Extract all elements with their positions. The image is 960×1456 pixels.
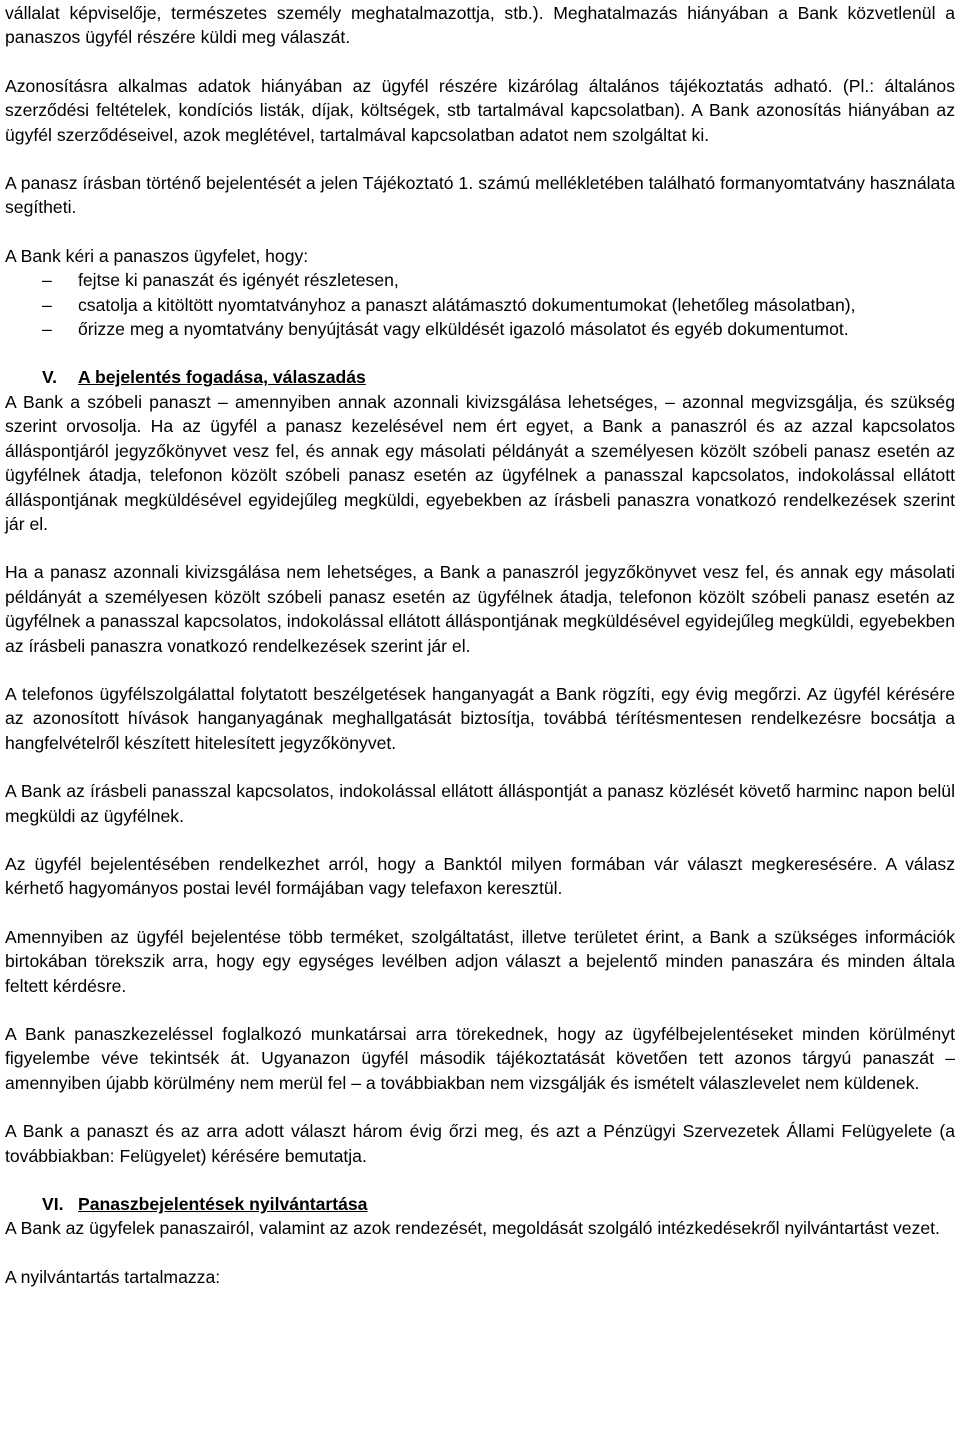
list-item bbox=[5, 293, 955, 317]
section-title: Panaszbejelentések nyilvántartása bbox=[78, 1194, 368, 1215]
paragraph-bank-request: A Bank kéri a panaszos ügyfelet, hogy: bbox=[5, 245, 309, 266]
section-number: V. bbox=[42, 367, 58, 388]
paragraph-phone-recording: A telefonos ügyfélszolgálattal folytatott beszélgetések hanganyagát a Bank rögzíti, egy évig megőrzi. Az ügyfél kérésére az azonosított hívások hanganyagának meghallgatását biztosítja, továbbá térítésmentesen rendelkezésre bocsátja a hangfelvételről készített hitelesített jegyzőkönyvet. bbox=[5, 683, 955, 753]
dash-bullet: – bbox=[42, 294, 52, 315]
document-page bbox=[5, 0, 955, 1289]
section-heading-v bbox=[5, 365, 955, 389]
paragraph-written-complaint: A panasz írásban történő bejelentését a jelen Tájékoztató 1. számú mellékletében található formanyomtatvány használata segítheti. bbox=[5, 173, 955, 218]
paragraph-identification: Azonosításra alkalmas adatok hiányában az ügyfél részére kizárólag általános tájékoztatás adható. (Pl.: általános szerződési feltételek, kondíciós listák, díjak, költségek, stb tartalmával kapcsolatban). A Bank azonosítás hiányában az ügyfél szerződéseivel, azok meglétével, tartalmával kapcsolatban adatot nem szolgáltat ki. bbox=[5, 75, 955, 145]
paragraph-retention: A Bank a panaszt és az arra adott választ három évig őrzi meg, és azt a Pénzügyi Szervezetek Állami Felügyelete (a továbbiakban: Felügyelet) kérésére bemutatja. bbox=[5, 1121, 955, 1166]
dash-bullet: – bbox=[42, 270, 52, 291]
paragraph-register: A Bank az ügyfelek panaszairól, valamint az azok rendezését, megoldását szolgáló intézkedésekről nyilvántartást vezet. bbox=[5, 1218, 940, 1239]
dash-bullet: – bbox=[42, 319, 52, 340]
paragraph-multiple-products: Amennyiben az ügyfél bejelentése több terméket, szolgáltatást, illetve területet érint, a Bank a szükséges információk birtokában törekszik arra, hogy egy egységes levélben adjon választ a bejelentő minden panaszára és minden általa feltett kérdésre. bbox=[5, 926, 955, 996]
paragraph-authorization: vállalat képviselője, természetes személy meghatalmazottja, stb.). Meghatalmazás hiányában a Bank közvetlenül a panaszos ügyfél részére küldi meg válaszát. bbox=[5, 3, 955, 48]
paragraph-oral-complaint: A Bank a szóbeli panaszt – amennyiben annak azonnali kivizsgálása lehetséges, – azonnal megvizsgálja, és szükség szerint orvosolja. Ha az ügyfél a panasz kezelésével nem ért egyet, a Bank a panaszról és az azzal kapcsolatos álláspontjáról jegyzőkönyvet vesz fel, és annak egy másolati példányát a személyesen közölt szóbeli panasz esetén az ügyfélnek átadja, telefonon közölt szóbeli panasz esetén az ügyfélnek a panasszal kapcsolatos, indokolással ellátott álláspontjának megküldésével egyidejűleg megküldi, egyebekben az írásbeli panaszra vonatkozó rendelkezések szerint jár el. bbox=[5, 391, 955, 534]
section-number: VI. bbox=[42, 1194, 64, 1215]
paragraph-register-contents: A nyilvántartás tartalmazza: bbox=[5, 1266, 221, 1287]
request-list bbox=[5, 268, 955, 341]
list-item-text: fejtse ki panaszát és igényét részletesen, bbox=[78, 270, 399, 291]
list-item bbox=[5, 268, 955, 292]
list-item-text: csatolja a kitöltött nyomtatványhoz a panaszt alátámasztó dokumentumokat (lehetőleg másolatban), bbox=[78, 294, 856, 315]
paragraph-staff-review: A Bank panaszkezeléssel foglalkozó munkatársai arra törekednek, hogy az ügyfélbejelentéseket minden körülményt figyelembe véve tekintsék át. Ugyanazon ügyfél második tájékoztatását követően tett azonos tárgyú panaszát – amennyiben újabb körülmény nem merül fel – a továbbiakban nem vizsgálják és ismételt válaszlevelet nem küldenek. bbox=[5, 1024, 955, 1093]
list-item bbox=[5, 317, 955, 341]
paragraph-thirty-days: A Bank az írásbeli panasszal kapcsolatos, indokolással ellátott álláspontját a panasz közlését követő harminc napon belül megküldi az ügyfélnek. bbox=[5, 781, 955, 826]
list-item-text: őrizze meg a nyomtatvány benyújtását vagy elküldését igazoló másolatot és egyéb dokumentumot. bbox=[78, 319, 849, 340]
section-title: A bejelentés fogadása, válaszadás bbox=[78, 367, 366, 388]
section-heading-vi bbox=[5, 1192, 955, 1216]
paragraph-not-immediate: Ha a panasz azonnali kivizsgálása nem lehetséges, a Bank a panaszról jegyzőkönyvet vesz fel, és annak egy másolati példányát a személyesen közölt szóbeli panasz esetén az ügyfélnek átadja, telefonon közölt szóbeli panasz esetén az ügyfélnek a panasszal kapcsolatos, indokolással ellátott álláspontjának megküldésével egyidejűleg megküldi, egyebekben az írásbeli panaszra vonatkozó rendelkezések szerint jár el. bbox=[5, 562, 955, 656]
paragraph-reply-form: Az ügyfél bejelentésében rendelkezhet arról, hogy a Banktól milyen formában vár választ megkeresésére. A válasz kérhető hagyományos postai levél formájában vagy telefaxon keresztül. bbox=[5, 853, 955, 899]
